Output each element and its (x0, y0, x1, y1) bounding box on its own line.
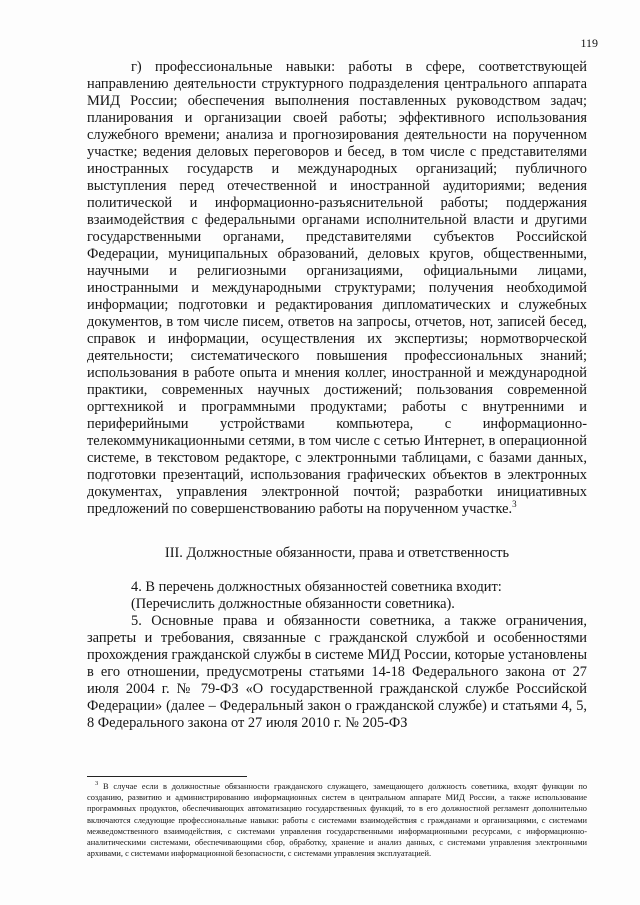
item-5: 5. Основные права и обязанности советника, а также ограничения, запреты и требования, связанные с гражданской службой и особенностями прохождения гражданской службы в системе МИД России, которые установлены в его отношении, предусмотрены статьями 14-18 Федерального закона от 27 июля 2004 г. № 79-ФЗ «О государственной гражданской службе Российской Федерации» (далее – Федеральный закон о гражданской службе) и статьями 4, 5, 8 Федерального закона от 27 июля 2010 г. № 205-ФЗ (87, 613, 587, 731)
footnote-number: 3 (95, 780, 99, 788)
main-text (87, 59, 587, 732)
paragraph-professional-skills-text: г) профессиональные навыки: работы в сфере, соответствующей направлению деятельности структурного подразделения центрального аппарата МИД России; обеспечения выполнения поставленных руководством задач; планирования и организации своей работы; эффективного использования служебного времени; анализа и прогнозирования деятельности на порученном участке; ведения деловых переговоров и бесед, в том числе с представителями иностранных государств и международных организаций; публичного выступления перед отечественной и иностранной аудиториями; ведения политической и информационно-разъяснительной работы; поддержания взаимодействия с федеральными органами исполнительной власти и другими государственными органами, представителями субъектов Российской Федерации, муниципальных образований, деловых кругов, общественными, научными и религиозными организациями, официальными лицами, иностранными и международными структурами; получения необходимой информации; подготовки и редактирования дипломатических и служебных документов, в том числе писем, ответов на запросы, отчетов, нот, записей бесед, справок и информации, осуществления их экспертизы; нормотворческой деятельности; систематического повышения профессиональных знаний; использования в работе опыта и мнения коллег, иностранной и международной практики, современных научных достижений; пользования современной оргтехникой и программными продуктами; работы с внутренними и периферийными устройствами компьютера, с информационно-телекоммуникационными сетями, в том числе с сетью Интернет, в операционной системе, в текстовом редакторе, с электронными таблицами, с базами данных, подготовки презентаций, использования графических объектов в электронных документах, управления электронной почтой; разработки инициативных предложений по совершенствованию работы на порученном участке. (87, 59, 587, 517)
paragraph-professional-skills (87, 59, 587, 518)
section-heading: III. Должностные обязанности, права и ответственность (164, 545, 510, 561)
footnote-reference: 3 (512, 499, 517, 510)
footnote-divider (87, 776, 247, 777)
footnote-text: В случае если в должностные обязанности гражданского служащего, замещающего должность советника, входят функции по созданию, развитию и администрированию информационных систем в центральном аппарате МИД России, а также использование программных продуктов, обеспечивающих автоматизацию государственных функций, то в его должностной регламент дополнительно включаются следующие профессиональные навыки: работы с системами взаимодействия с гражданами и организациями, с системами межведомственного взаимодействия, с системами управления государственными информационными ресурсами, с информационно-аналитическими системами, обеспечивающими сбор, обработку, хранение и анализ данных, с системами управления электронными архивами, с системами информационной безопасности, с системами управления эксплуатацией. (87, 782, 588, 859)
item-4-note: (Перечислить должностные обязанности советника). (131, 596, 455, 612)
page-number: 119 (580, 36, 598, 50)
footnote (87, 781, 587, 859)
item-4: 4. В перечень должностных обязанностей советника входит: (131, 579, 502, 595)
